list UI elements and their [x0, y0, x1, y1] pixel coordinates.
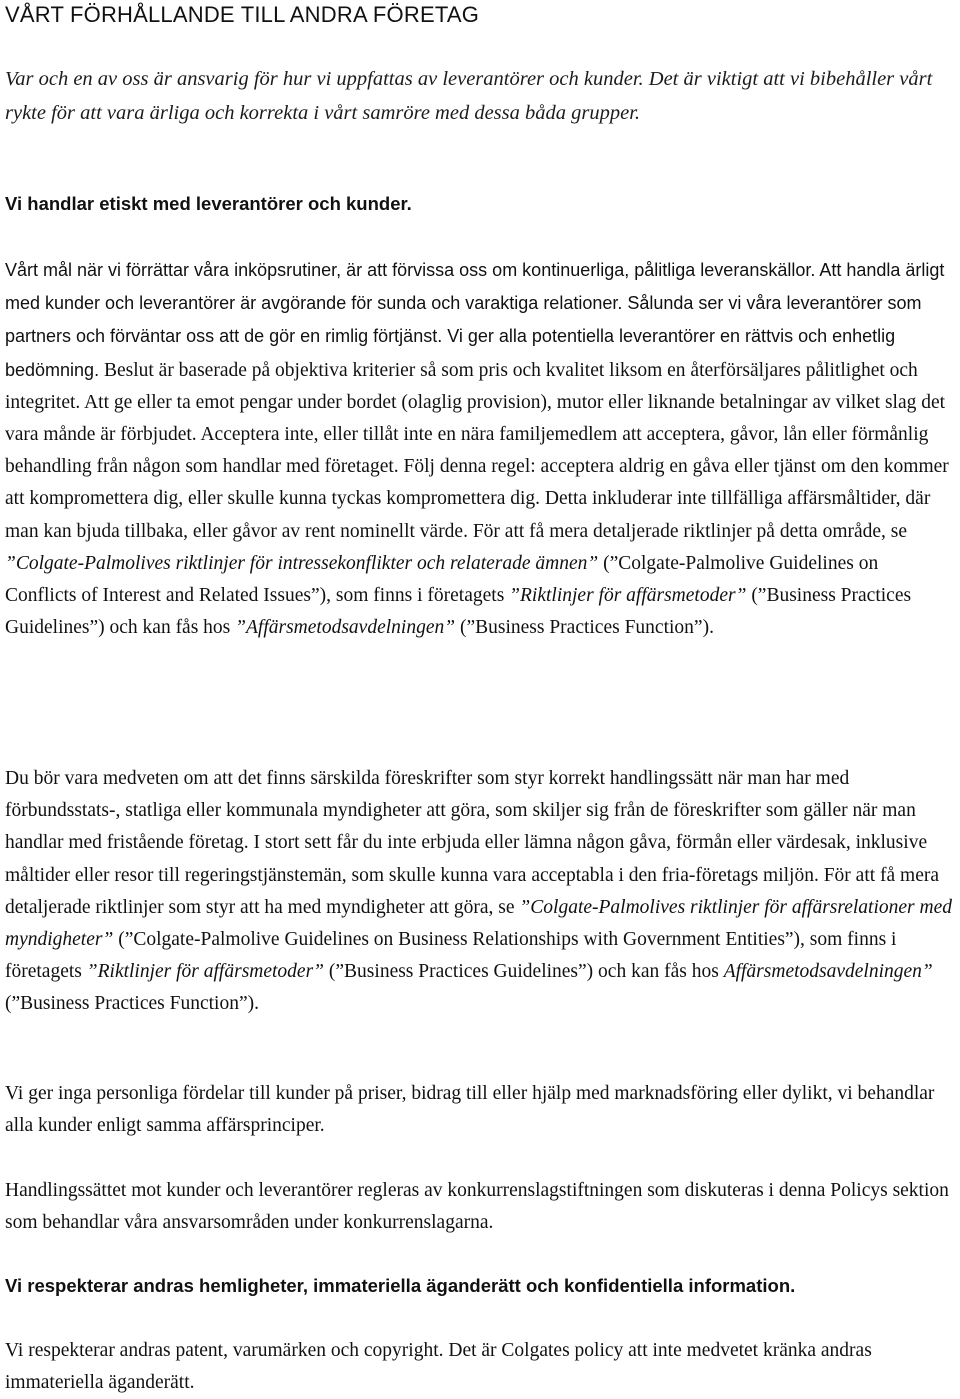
subheading-intellectual-property: Vi respekterar andras hemligheter, immateriella äganderätt och konfidentiella information.: [5, 1275, 796, 1296]
government-body-text: Du bör vara medveten om att det finns särskilda föreskrifter som styr korrekt handlingssätt när man har med förbundsstats-, statliga eller kommunala myndigheter att göra, som skiljer sig från de föreskrifter som gäller när man handlar med fristående företag. I stort sett får du inte erbjuda eller lämna någon gåva, förmån eller värdesak, inklusive måltider eller resor till regeringstjänstemän, som skulle kunna vara acceptabla i den fria-företags miljön. För att få mera detaljerade riktlinjer som styr att ha med myndigheter att göra, se: [5, 768, 940, 918]
ethics-body-text: Beslut är baserade på objektiva kriterier så som pris och kvalitet liksom en återförsäljares pålitlighet och integritet. Att ge eller ta emot pengar under bordet (olaglig provision), mutor eller liknande betalningar av vilket slag det vara månde är förbjudet. Acceptera inte, eller tillåt inte en nära familjemedlem att acceptera, gåvor, lån eller förmånlig behandling från någon som handlar med företaget. Följ denna regel: acceptera aldrig en gåva eller tjänst om den kommer att kompromettera dig, eller skulle kunna tyckas kompromettera dig. Detta inkluderar inte tillfälliga affärsmåltider, där man kan bjuda tillbaka, eller gåvor av rent nominellt värde. För att få mera detaljerade riktlinjer på detta område, se: [5, 359, 949, 542]
government-paragraph: [5, 763, 957, 1021]
guideline-ref-function-en: (”Business Practices Function”).: [459, 617, 714, 639]
guideline-ref-practices: ”Riktlinjer för affärsmetoder”: [509, 585, 747, 607]
ethics-lead-text: Vårt mål när vi förrättar våra inköpsrutiner, är att förvissa oss om kontinuerliga, pålitliga leveranskällor. Att handla ärligt med kunder och leverantörer är avgörande för sunda och varaktiga relationer. Sålunda ser vi våra leverantörer som partners och förväntar oss att de gör en rimlig förtjänst. Vi ger alla potentiella leverantörer en rättvis och enhetlig bedömning.: [5, 260, 945, 380]
guideline-ref-function-2-en: (”Business Practices Function”).: [5, 993, 259, 1015]
guideline-ref-practices-en: (”Business Practices Guidelines”) och kan fås hos: [5, 585, 912, 639]
guideline-ref-function-2: Affärsmetodsavdelningen”: [723, 961, 933, 983]
guideline-ref-government-en: (”Colgate-Palmolive Guidelines on Business Relationships with Government Entities”), som finns i företagets: [5, 929, 897, 983]
guideline-ref-practices-2-en: (”Business Practices Guidelines”) och kan fås hos: [328, 961, 719, 983]
ethics-paragraph: [5, 254, 953, 644]
guideline-ref-government: ”Colgate-Palmolives riktlinjer för affärsrelationer med myndigheter”: [5, 896, 953, 951]
intro-paragraph: Var och en av oss är ansvarig för hur vi uppfattas av leverantörer och kunder. Det är viktigt att vi bibehåller vårt rykte för att vara ärliga och korrekta i vårt samröre med dessa båda grupper.: [5, 68, 933, 124]
intellectual-property-paragraph: Vi respekterar andras patent, varumärken och copyright. Det är Colgates policy att inte medvetet kränka andras immateriella äganderätt.: [5, 1340, 872, 1394]
competition-law-paragraph: Handlingssättet mot kunder och leverantörer regleras av konkurrenslagstiftningen som diskuteras i denna Policys sektion som behandlar våra ansvarsområden under konkurrenslagarna.: [5, 1180, 949, 1234]
guideline-ref-practices-2: ”Riktlinjer för affärsmetoder”: [86, 961, 325, 983]
subheading-ethics: Vi handlar etiskt med leverantörer och kunder.: [5, 193, 412, 214]
guideline-ref-function: ”Affärsmetodsavdelningen”: [235, 617, 456, 639]
section-title: VÅRT FÖRHÅLLANDE TILL ANDRA FÖRETAG: [5, 2, 480, 27]
guideline-ref-conflicts-en: (”Colgate-Palmolive Guidelines on Conflicts of Interest and Related Issues”), som finns i företagets: [5, 552, 879, 607]
guideline-ref-conflicts: ”Colgate-Palmolives riktlinjer för intressekonflikter och relaterade ämnen”: [5, 552, 599, 574]
customer-treatment-paragraph: Vi ger inga personliga fördelar till kunder på priser, bidrag till eller hjälp med marknadsföring eller dylikt, vi behandlar alla kunder enligt samma affärsprinciper.: [5, 1083, 935, 1137]
